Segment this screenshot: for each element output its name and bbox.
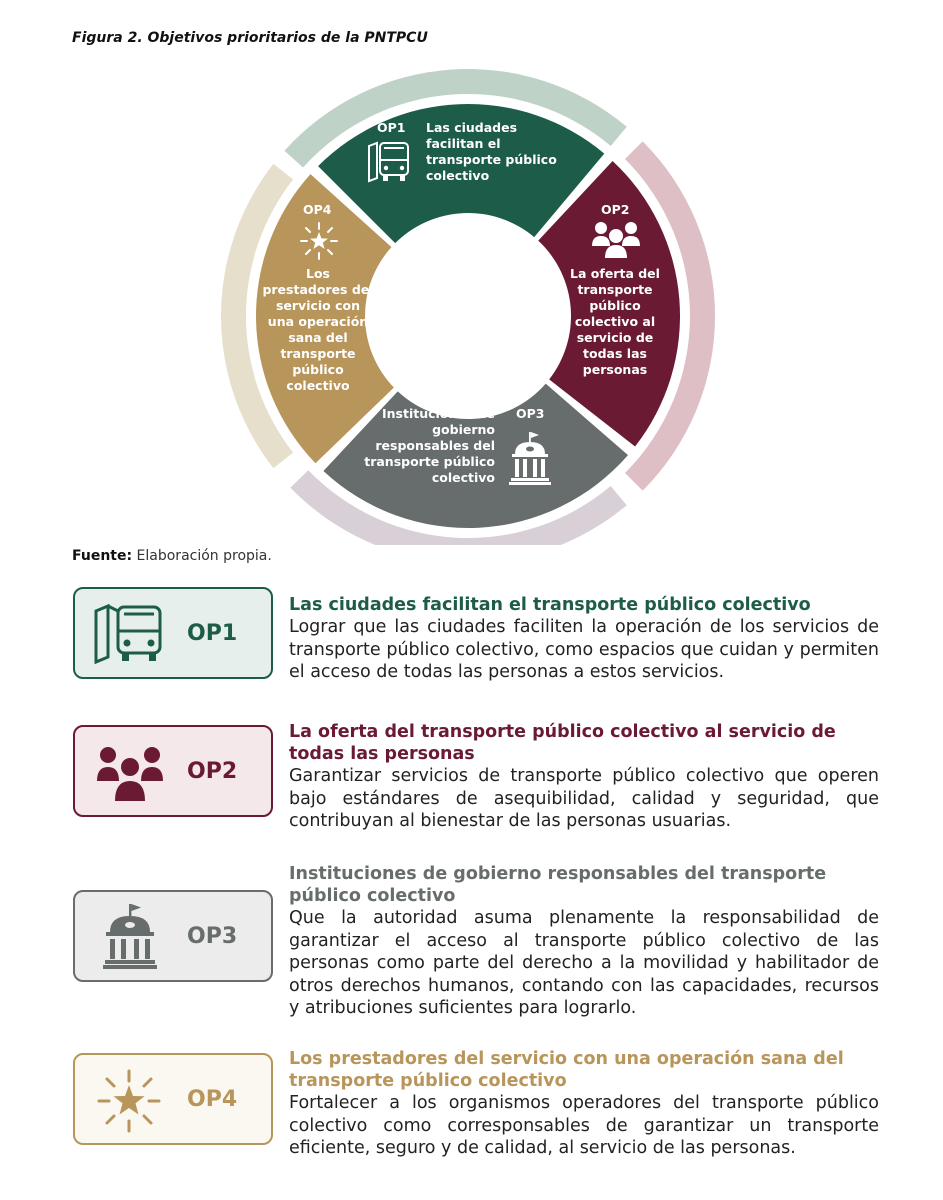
wheel-op2-code: OP2 [601,202,630,217]
op2-card [73,725,273,817]
op4-objective [289,1048,879,1160]
government-building-icon [103,904,157,970]
source-label: Fuente: [72,548,133,564]
star-burst-icon [97,1069,161,1133]
op4-card-code: OP4 [187,1087,238,1112]
op1-objective [289,594,879,684]
people-icon [592,220,640,258]
op3-title: Instituciones de gobierno responsables del transporte público colectivo [289,864,827,906]
star-burst-icon [300,222,338,260]
source-text: Elaboración propia. [132,548,272,564]
op1-title: Las ciudades facilitan el transporte público colectivo [289,595,811,615]
wheel-op4-text: Los prestadores del servicio con una operación sana del transporte público colectivo [262,266,374,393]
op1-card-code: OP1 [187,621,238,646]
op2-title: La oferta del transporte público colectivo al servicio de todas las personas [289,722,836,764]
op3-objective [289,863,879,1020]
bus-map-icon [93,603,169,665]
wheel-op3-code: OP3 [516,406,545,421]
op4-description: Fortalecer a los organismos operadores del transporte público colectivo como corresponsables de garantizar un transporte eficiente, seguro y de calidad, al servicio de las personas. [289,1093,879,1158]
op1-card [73,587,273,679]
wheel-op1-code: OP1 [377,120,406,135]
wheel-op3-text: Instituciones de gobierno responsables del transporte público colectivo [364,406,495,485]
op3-description: Que la autoridad asuma plenamente la responsabilidad de garantizar el acceso al transporte público colectivo de las personas como parte del derecho a la movilidad y habilitador de otros derechos humanos, contando con las capacidades, recursos y atribuciones suficientes para lograrlo. [289,908,879,1018]
wheel-op4-code: OP4 [303,202,332,217]
op2-objective [289,721,879,833]
op2-card-code: OP2 [187,759,238,784]
people-icon [97,745,163,801]
op4-card [73,1053,273,1145]
op4-title: Los prestadores del servicio con una operación sana del transporte público colectivo [289,1049,844,1091]
op3-card-code: OP3 [187,924,238,949]
bus-map-icon [366,140,412,184]
wheel-op2-text: La oferta del transporte público colectivo al servicio de todas las personas [570,266,660,377]
op3-card [73,890,273,982]
figure-title: Figura 2. Objetivos prioritarios de la PNTPCU [72,30,428,46]
government-building-icon [509,432,551,486]
wheel-op1-text: Las ciudades facilitan el transporte público colectivo [426,120,557,183]
op2-description: Garantizar servicios de transporte público colectivo que operen bajo estándares de asequibilidad, calidad y seguridad, que contribuyan al bienestar de las personas usuarias. [289,766,879,831]
op1-description: Lograr que las ciudades faciliten la operación de los servicios de transporte público colectivo, como espacios que cuidan y permiten el acceso de todas las personas a estos servicios. [289,617,879,682]
source-note [72,548,272,564]
